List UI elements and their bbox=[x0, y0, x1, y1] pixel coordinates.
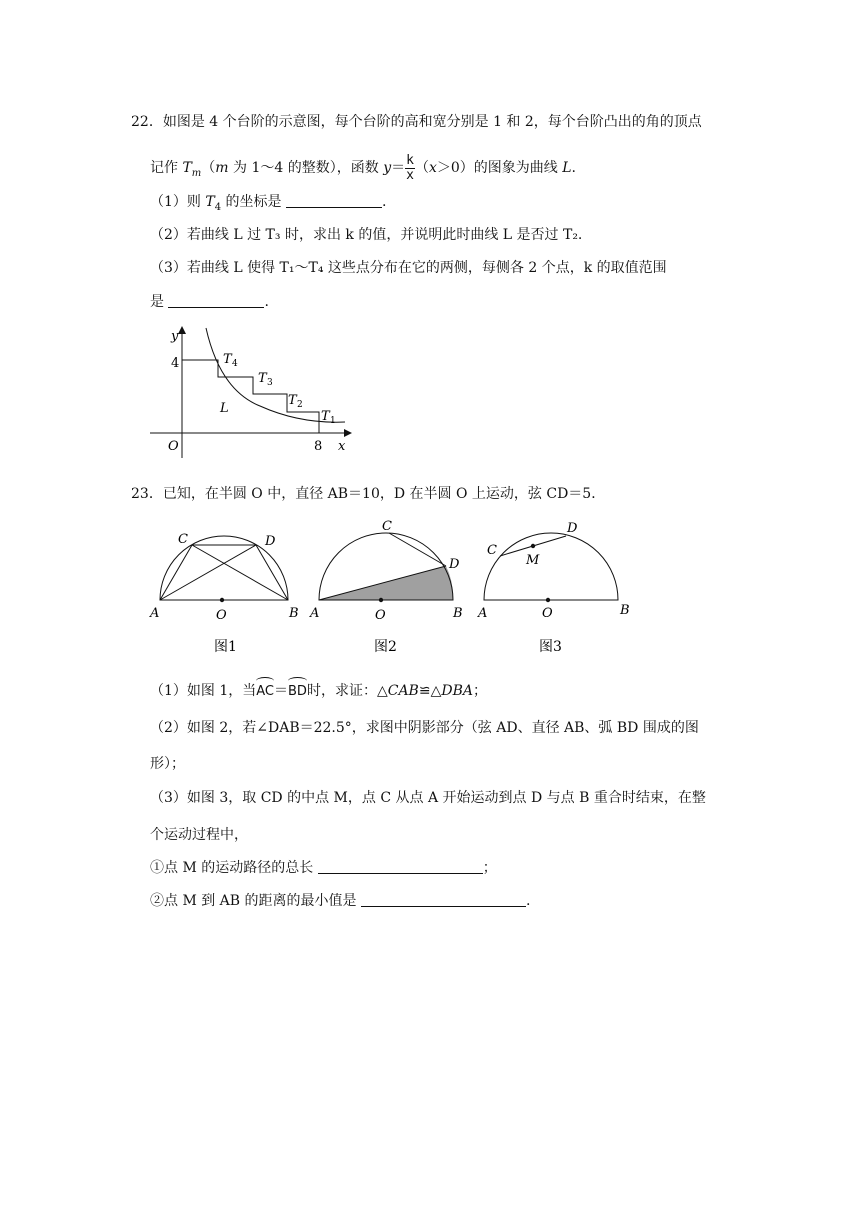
label-T2: T bbox=[288, 393, 297, 408]
q23-intro: 23．已知，在半圆 O 中，直径 AB＝10，D 在半圆 O 上运动，弦 CD＝5． bbox=[131, 486, 606, 502]
label-T2-sub: 2 bbox=[297, 400, 303, 410]
q23-s1-answer-blank[interactable] bbox=[318, 859, 483, 874]
chord-AC bbox=[160, 545, 192, 600]
triangle-DBA: DBA bbox=[441, 683, 473, 699]
fraction-denominator: x bbox=[406, 167, 414, 183]
q22-text: （ bbox=[201, 160, 216, 176]
figure-caption: 图3 bbox=[539, 639, 562, 655]
q23-p1-text: （1）如图 1，当 bbox=[150, 683, 257, 699]
point-C: C bbox=[487, 543, 497, 558]
q23-part3-line2: 个运动过程中， bbox=[150, 827, 248, 843]
q22-part1 bbox=[150, 192, 386, 218]
semicircle bbox=[484, 533, 618, 600]
point-A: A bbox=[478, 606, 488, 621]
curve-label-L: L bbox=[220, 401, 229, 416]
label-T3-sub: 3 bbox=[267, 378, 273, 388]
label-T1: T bbox=[321, 409, 330, 424]
q22-y: y bbox=[383, 160, 392, 176]
q23-s2-answer-blank[interactable] bbox=[361, 892, 526, 907]
steps bbox=[182, 360, 319, 433]
q23-s1-end: ； bbox=[482, 860, 497, 876]
point-C: C bbox=[382, 519, 392, 534]
point-B: B bbox=[620, 603, 630, 618]
q23-part2-line1: （2）如图 2，若∠DAB＝22.5°，求图中阴影部分（弦 AD、直径 AB、弧 BD 围成的图 bbox=[150, 720, 699, 736]
q22-T: T bbox=[182, 160, 192, 176]
q23-part2-line2: 形）； bbox=[150, 756, 185, 772]
q22-p1-T: T bbox=[205, 194, 215, 210]
point-D: D bbox=[265, 534, 276, 549]
q22-sub-m: m bbox=[191, 167, 202, 179]
q22-text: . bbox=[571, 160, 576, 176]
q23-p1-text: 时，求证：△ bbox=[306, 683, 388, 699]
arc-AC: AC bbox=[256, 682, 274, 702]
q22-p1-text: 的坐标是 bbox=[221, 194, 282, 210]
q23-s2-end: . bbox=[526, 893, 531, 909]
point-M: M bbox=[526, 553, 540, 568]
q22-p1-sub: 4 bbox=[214, 201, 222, 213]
q23-sub2 bbox=[150, 891, 530, 911]
figure-caption: 图1 bbox=[214, 639, 237, 655]
q23-p1-text: ； bbox=[472, 683, 487, 699]
q23-figure-3 bbox=[474, 518, 644, 658]
q22-text: 为 1～4 的整数），函数 bbox=[228, 160, 384, 176]
midpoint-M-dot bbox=[531, 544, 535, 548]
figure-caption: 图2 bbox=[374, 639, 397, 655]
q23-sub1 bbox=[150, 858, 497, 878]
q22-text: ＞0）的图象为曲线 bbox=[436, 160, 563, 176]
q22-p1-period: . bbox=[381, 194, 387, 210]
point-O: O bbox=[375, 608, 386, 623]
label-T4: T bbox=[223, 352, 232, 367]
q22-p1-text: （1）则 bbox=[150, 194, 206, 210]
q22-part2: （2）若曲线 L 过 T₃ 时，求出 k 的值，并说明此时曲线 L 是否过 T₂. bbox=[150, 227, 583, 243]
point-B: B bbox=[453, 606, 463, 621]
point-A: A bbox=[310, 606, 320, 621]
q22-intro-line1: 22．如图是 4 个台阶的示意图，每个台阶的高和宽分别是 1 和 2，每个台阶凸出的角的顶点 bbox=[131, 114, 702, 130]
point-O: O bbox=[542, 606, 553, 621]
q22-text: 记作 bbox=[150, 160, 183, 176]
q22-p1-answer-blank[interactable] bbox=[286, 193, 382, 208]
q23-part1 bbox=[150, 681, 487, 702]
chord-BC bbox=[192, 545, 288, 600]
label-T1-sub: 1 bbox=[330, 416, 336, 426]
q22-L: L bbox=[562, 160, 572, 176]
q23-part3-line1: （3）如图 3，取 CD 的中点 M，点 C 从点 A 开始运动到点 D 与点 B 重合时结束，在整 bbox=[150, 790, 706, 806]
q23-figure-2 bbox=[308, 518, 473, 658]
chord-AD bbox=[160, 545, 256, 600]
tick-4: 4 bbox=[171, 356, 180, 371]
q22-part3-line2 bbox=[150, 292, 269, 312]
q22-p3-text: 是 bbox=[150, 294, 164, 310]
q23-figure-1 bbox=[145, 518, 310, 658]
chord-BD bbox=[256, 545, 288, 600]
tick-8: 8 bbox=[314, 439, 323, 454]
q23-s1-text: ①点 M 的运动路径的总长 bbox=[150, 860, 314, 876]
q22-step-graph bbox=[140, 320, 360, 460]
q22-m: m bbox=[215, 160, 229, 176]
label-T4-sub: 4 bbox=[232, 359, 238, 369]
q22-intro-line2 bbox=[150, 150, 576, 186]
q23-s2-text: ②点 M 到 AB 的距离的最小值是 bbox=[150, 893, 357, 909]
origin-label: O bbox=[168, 439, 179, 454]
center-dot bbox=[546, 598, 550, 602]
center-dot bbox=[220, 598, 224, 602]
q22-text: （ bbox=[414, 160, 429, 176]
q22-x: x bbox=[428, 160, 437, 176]
label-T3: T bbox=[258, 371, 267, 386]
q22-p3-answer-blank[interactable] bbox=[168, 293, 264, 308]
center-dot bbox=[379, 598, 383, 602]
point-D: D bbox=[567, 521, 578, 536]
q23-p1-text: ≌△ bbox=[418, 683, 442, 699]
point-B: B bbox=[289, 606, 299, 621]
q23-p1-eq: ＝ bbox=[274, 683, 289, 699]
q22-part3-line1: （3）若曲线 L 使得 T₁～T₄ 这些点分布在它的两侧，每侧各 2 个点，k 的取值范围 bbox=[150, 260, 667, 276]
y-label: y bbox=[171, 329, 179, 344]
q22-eq: ＝ bbox=[391, 160, 406, 176]
point-D: D bbox=[449, 557, 460, 572]
q22-fraction bbox=[405, 154, 415, 183]
point-A: A bbox=[150, 606, 160, 621]
x-label: x bbox=[338, 439, 346, 454]
fraction-numerator: k bbox=[406, 152, 414, 168]
point-O: O bbox=[216, 608, 227, 623]
point-C: C bbox=[178, 532, 188, 547]
q22-p3-period: . bbox=[264, 294, 269, 310]
triangle-CAB: CAB bbox=[387, 683, 419, 699]
arc-BD: BD bbox=[288, 682, 307, 702]
